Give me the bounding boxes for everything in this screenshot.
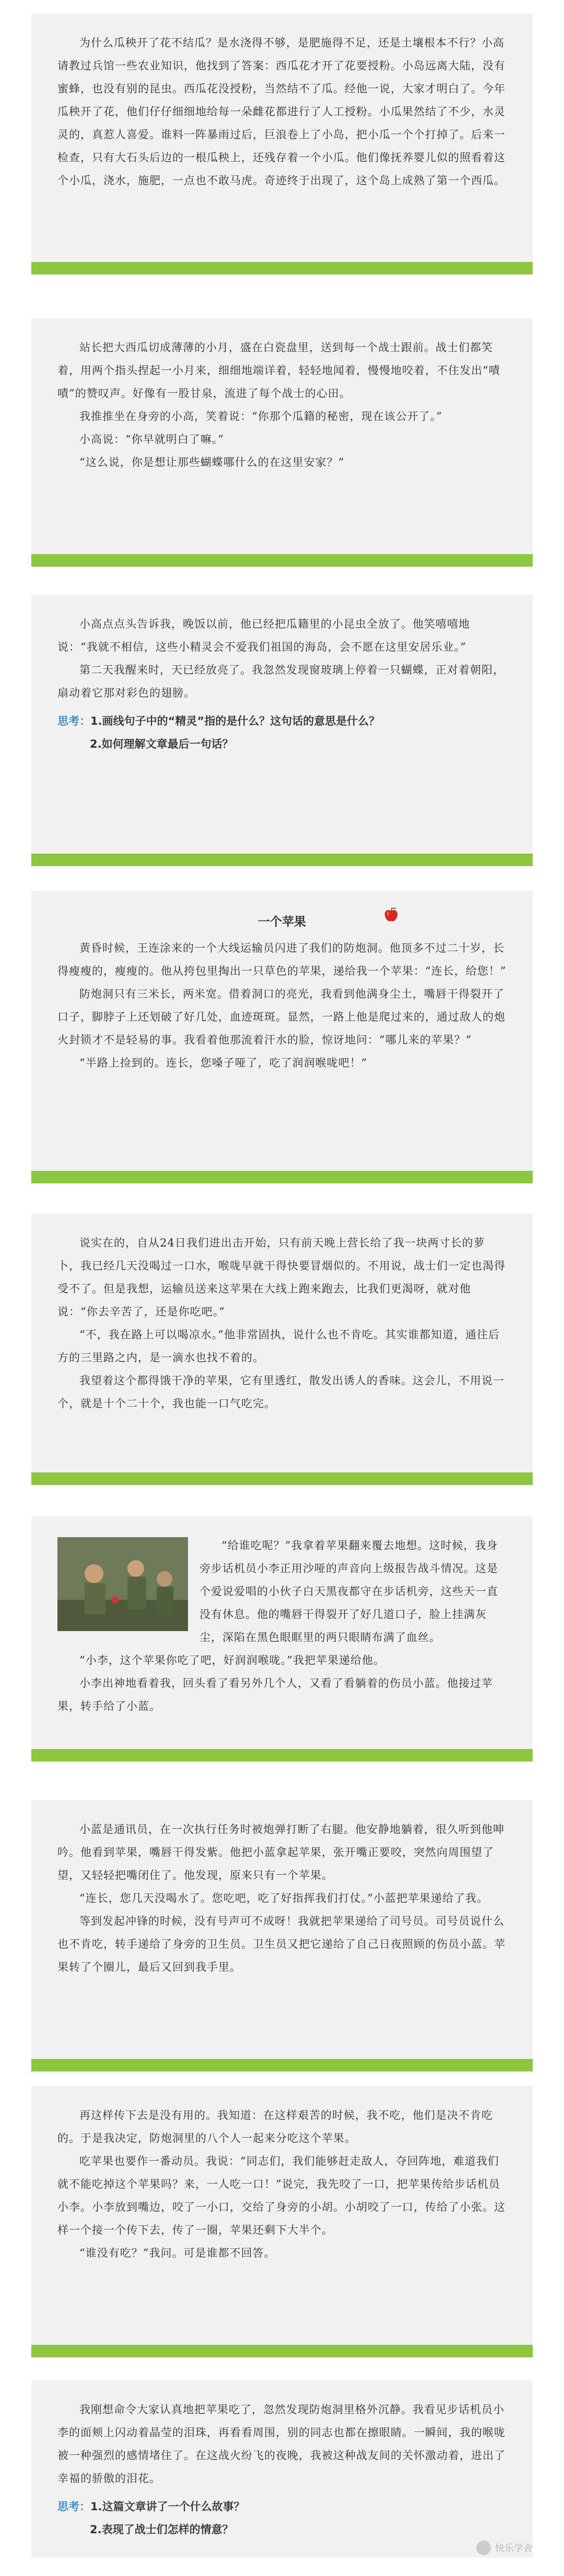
- paragraph: “谁没有吃？”我问。可是谁都不回答。: [79, 2247, 276, 2259]
- paragraph: 黄昏时候，王连涂来的一个大线运输员闪进了我们的防炮洞。他顶多不过二十岁，长得瘦瘦的，瘦瘦的。他从挎包里掏出一只草色的苹果，递给我一个苹果：“连长，给您！”: [57, 942, 507, 977]
- paragraph: “给谁吃呢？”我拿着苹果翻来覆去地想。这时候，我身旁步话机员小李正用沙哑的声音向上级报告战斗情况。这是个爱说爱唱的小伙子白天黑夜都守在步话机旁，这些天一直没有休息。他的嘴唇干得裂开了好几道口子，脸上挂满灰尘，深陷在黑色眼眶里的两只眼睛布满了血丝。: [199, 1539, 498, 1644]
- paragraph: 第二天我醒来时，天已经放亮了。我忽然发现窗玻璃上停着一只蝴蝶，正对着朝阳，扇动着它那对彩色的翅膀。: [57, 664, 504, 699]
- paragraph: 小高点点头告诉我，晚饭以前，他已经把瓜籍里的小昆虫全放了。他笑嘻嘻地说：“我就不相信，这些小精灵会不爱我们祖国的海岛，会不愿在这里安居乐业。”: [57, 618, 470, 653]
- paragraph: 我刚想命令大家认真地把苹果吃了，忽然发现防炮洞里格外沉静。我看见步话机员小李的面颊上闪动着晶莹的泪珠，再看看周围，别的同志也都在擦眼睛。一瞬间，我的喉咙被一种强烈的感情堵住了。在这战火纷飞的夜晚，我被这种战友间的关怀激动着，进出了幸福的骄傲的泪花。: [57, 2403, 506, 2485]
- paragraph: 小李出神地看着我，回头看了看另外几个人，又看了看躺着的伤员小蓝。他接过苹果，转手给了小蓝。: [57, 1677, 493, 1712]
- question-1: 1.这篇文章讲了一个什么故事？: [90, 2500, 245, 2513]
- think-label: 思考：: [57, 2500, 90, 2513]
- question-1: 1.画线句子中的“精灵”指的是什么？这句话的意思是什么？: [90, 715, 380, 727]
- apple-icon: [382, 906, 400, 924]
- green-divider: [31, 554, 533, 567]
- paragraph: 说实在的，自从24日我们进出击开始，只有前天晚上营长给了我一块两寸长的萝卜，我已经几天没喝过一口水，喉咙早就干得快要冒烟似的。不用说，战士们一定也渴得受不了。但是我想，运输员送来这苹果在大线上跑来跑去，比我们更渴呀，就对他说：“你去辛苦了，还是你吃吧。”: [57, 1237, 506, 1318]
- story-card-9: [31, 2380, 533, 2558]
- paragraph: “半路上捡到的。连长，您嗓子哑了，吃了润润喉咙吧！”: [79, 1057, 368, 1069]
- story-card-7: [31, 1800, 533, 2071]
- watermark: [476, 2541, 533, 2555]
- question-2: 2.如何理解文章最后一句话？: [90, 738, 233, 750]
- story-card-1: [31, 14, 533, 274]
- story-card-5: [31, 1214, 533, 1485]
- paragraph: “不，我在路上可以喝凉水。”他非常固执，说什么也不肯吃。其实谁都知道，通往后方的三里路之内，是一滴水也找不着的。: [57, 1328, 500, 1364]
- watermark-logo-icon: [476, 2541, 491, 2555]
- paragraph: 等到发起冲锋的时候，没有号声可不成呀！我就把苹果递给了司号员。司号员说什么也不肯吃，转手递给了身旁的卫生员。卫生员又把它递给了自己日夜照顾的伤员小蓝。苹果转了个圈儿，最后又回到我手里。: [57, 1915, 506, 1973]
- top-strip: [0, 0, 564, 7]
- story-title: 一个苹果: [258, 915, 306, 929]
- paragraph: “这么说，你是想让那些蝴蝶哪什么的在这里安家？”: [79, 456, 345, 469]
- green-divider: [31, 2059, 533, 2071]
- paragraph: 我推推坐在身旁的小高，笑着说：“你那个瓜籍的秘密，现在该公开了。”: [79, 410, 442, 423]
- soldiers-illustration: [57, 1537, 188, 1631]
- paragraph: 站长把大西瓜切成薄薄的小月，盛在白瓷盘里，送到每一个战士跟前。战士们都笑着，用两个指头捏起一小月来，细细地端详着，轻轻地闻着，慢慢地咬着，不住发出“嘖嘖”的赞叹声。好像有一股甘泉，流进了每个战士的心田。: [57, 341, 500, 400]
- story-card-3: [31, 595, 533, 866]
- paragraph: 小高说：“你早就明白了嘛。”: [79, 433, 224, 446]
- green-divider: [31, 1749, 533, 1762]
- paragraph: 为什么瓜秧开了花不结瓜？是水浇得不够，是肥施得不足，还是土壤根本不行？小高请教过兵馆一些农业知识，他找到了答案：西瓜花才开了花要授粉。小岛远离大陆，没有蜜蜂，也没有别的昆虫。西瓜花没授粉，当然结不了瓜。经他一说，大家才明白了。今年瓜秧开了花，他们仔仔细细地给每一朵雌花都进行了人工授粉。小瓜果然结了不少，水灵灵的，真惹人喜爱。谁料一阵暴雨过后，巨浪卷上了小岛，把小瓜一个个打掉了。后来一检查，只有大石头后边的一根瓜秧上，还残存着一个小瓜。他们像抚养婴儿似的照看着这个小瓜，浇水，施肥，一点也不敢马虎。奇迹终于出现了，这个岛上成熟了第一个西瓜。: [57, 37, 506, 187]
- paragraph: “小李，这个苹果你吃了吧，好润润喉咙。”我把苹果递给他。: [79, 1654, 385, 1667]
- paragraph: 吃苹果也要作一番动员。我说：“同志们，我们能够赶走敌人，夺回阵地，难道我们就不能吃掉这个苹果吗？来，一人吃一口！”说完，我先咬了一口，把苹果传给步话机员小李。小李放到嘴边，咬了一小口，交给了身旁的小胡。小胡咬了一口，传给了小张。这样一个接一个传下去，传了一圈，苹果还剩下大半个。: [57, 2155, 506, 2236]
- question-2: 2.表现了战士们怎样的情意？: [90, 2523, 233, 2536]
- watermark-text: 快乐学舍: [495, 2543, 533, 2554]
- paragraph: 我望着这个都得饿干净的苹果，它有里透红，散发出诱人的香味。这会儿，不用说一个，就是十个二十个，我也能一口气吃完。: [57, 1374, 504, 1410]
- story-card-6: [31, 1516, 533, 1762]
- paragraph: “连长，您几天没喝水了。您吃吧，吃了好指挥我们打仗。”小蓝把苹果递给了我。: [79, 1892, 488, 1904]
- think-questions: [57, 2495, 507, 2541]
- think-questions: [57, 710, 507, 756]
- green-divider: [31, 854, 533, 866]
- green-divider: [31, 2345, 533, 2357]
- paragraph: 再这样传下去是没有用的。我知道：在这样艰苦的时候，我不吃，他们是决不肯吃的。于是我决定，防炮洞里的八个人一起来分吃这个苹果。: [57, 2109, 493, 2144]
- green-divider: [31, 1171, 533, 1183]
- story-card-8: [31, 2086, 533, 2357]
- think-label: 思考：: [57, 715, 90, 727]
- paragraph: 防炮洞只有三米长，两米宽。借着洞口的亮光，我看到他满身尘土，嘴唇干得裂开了口子，脚脖子上还划破了好几处，血迹斑斑。显然，一路上他是爬过来的，通过敌人的炮火封锁才不是轻易的事。我看着他那流着汗水的脸，惊讶地问：“哪儿来的苹果？”: [57, 988, 506, 1046]
- story-title-row: [57, 912, 507, 929]
- story-card-4: [31, 891, 533, 1183]
- paragraph: 小蓝是通讯员，在一次执行任务时被炮弹打断了右腿。他安静地躺着，很久听到他呻吟。他看到苹果，嘴唇干得发紫。他把小蓝拿起苹果，张开嘴正要咬，突然向周围望了望，又轻轻把嘴闭住了。他发现，原来只有一个苹果。: [57, 1823, 504, 1882]
- story-card-2: [31, 318, 533, 567]
- green-divider: [31, 262, 533, 274]
- green-divider: [31, 1472, 533, 1485]
